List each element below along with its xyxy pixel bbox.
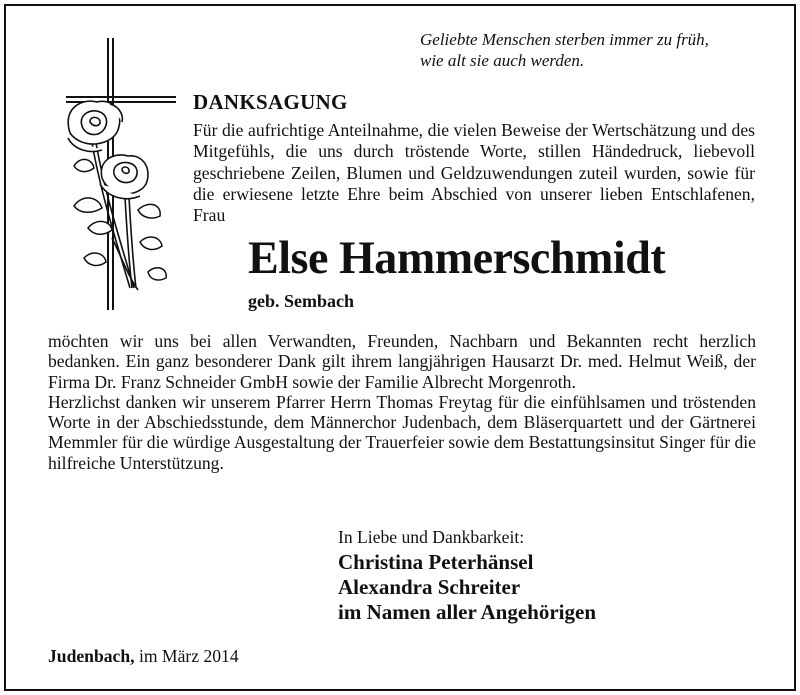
signer: im Namen aller Angehörigen: [338, 600, 597, 624]
deceased-name: Else Hammerschmidt: [248, 232, 666, 284]
thanks-body: [48, 331, 756, 473]
epigraph-quote: [420, 29, 780, 71]
quote-line-2: wie alt sie auch werden.: [420, 51, 585, 70]
notice-heading: DANKSAGUNG: [193, 90, 348, 114]
birth-name: geb. Sembach: [248, 291, 355, 311]
cross-with-roses-icon: [52, 38, 182, 315]
place-date: [48, 646, 239, 667]
signers-list: [338, 550, 596, 625]
place-name: Judenbach,: [48, 646, 135, 666]
closing-line: In Liebe und Dankbarkeit:: [338, 527, 525, 547]
signer: Alexandra Schreiter: [338, 575, 521, 599]
signer: Christina Peterhänsel: [338, 550, 534, 574]
thanks-paragraph-2: Herzlichst danken wir unserem Pfarrer Herrn Thomas Freytag für die einfühlsamen und tröstenden Worte in der Abschiedsstunde, dem Männerchor Judenbach, dem Bläserquartett und der Gärtnerei Memmler für die würdige Ausgestaltung der Trauerfeier sowie dem Bestattungsinsitut Singer für die hilfreiche Unterstützung.: [48, 391, 756, 473]
thanks-paragraph-1: möchten wir uns bei allen Verwandten, Freunden, Nachbarn und Bekannten recht herzlich bedanken. Ein ganz besonderer Dank gilt ihrem langjährigen Hausarzt Dr. med. Helmut Weiß, der Firma Dr. Franz Schneider GmbH sowie der Familie Albrecht Morgenroth.: [48, 331, 756, 392]
intro-paragraph: Für die aufrichtige Anteilnahme, die vielen Beweise der Wertschätzung und des Mitgefühls, die uns durch tröstende Worte, stillen Händedruck, liebevoll geschriebene Zeilen, Blumen und Geldzuwendungen zuteil wurden, sowie für die erwiesene letzte Ehre beim Abschied von unserer lieben Entschlafenen, Frau: [193, 120, 755, 226]
notice-date: im März 2014: [138, 646, 239, 666]
quote-line-1: Geliebte Menschen sterben immer zu früh,: [420, 30, 709, 49]
